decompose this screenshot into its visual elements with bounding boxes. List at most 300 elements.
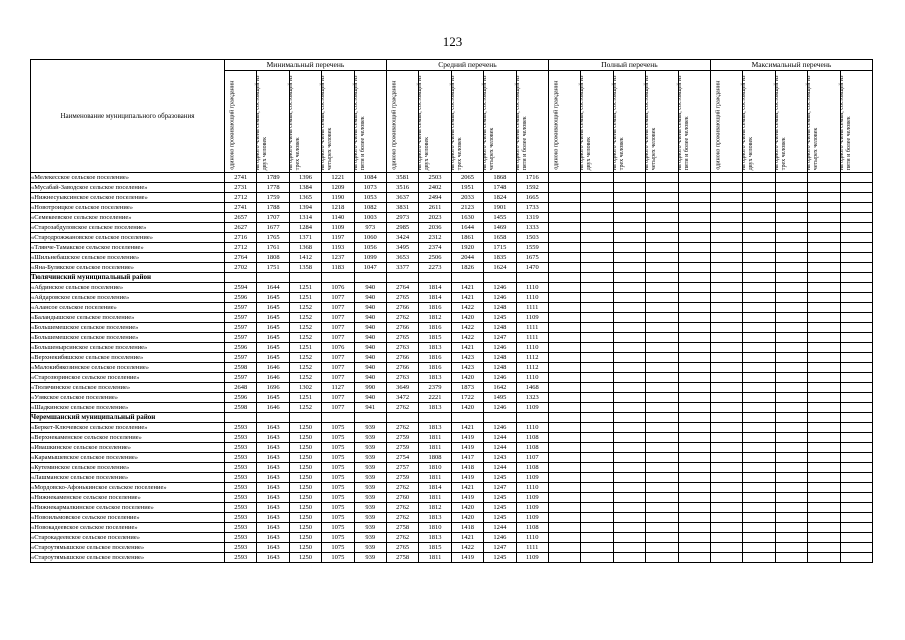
average-value-cell: 1808 <box>419 453 451 463</box>
empty-cell <box>808 243 840 253</box>
municipality-name: «Стародрожжановское сельское поселение» <box>31 233 225 243</box>
empty-cell <box>548 263 580 273</box>
empty-cell <box>840 453 872 463</box>
average-value-cell: 2757 <box>386 463 418 473</box>
minimal-value-cell: 939 <box>354 493 386 503</box>
minimal-value-cell: 2593 <box>225 423 257 433</box>
empty-cell <box>840 323 872 333</box>
subcolumn-header <box>775 71 807 173</box>
municipality-column-header: Наименование муниципального образования <box>31 60 225 173</box>
empty-cell <box>710 283 742 293</box>
average-value-cell: 1248 <box>484 303 516 313</box>
empty-cell <box>646 253 678 263</box>
empty-cell <box>808 323 840 333</box>
average-value-cell: 1419 <box>451 553 483 563</box>
subcolumn-header <box>289 71 321 173</box>
table-row <box>31 463 873 473</box>
table-row <box>31 503 873 513</box>
minimal-value-cell: 990 <box>354 383 386 393</box>
average-value-cell: 1110 <box>516 533 548 543</box>
average-value-cell: 1422 <box>451 543 483 553</box>
minimal-value-cell: 1075 <box>322 493 354 503</box>
minimal-value-cell: 939 <box>354 433 386 443</box>
empty-cell <box>613 213 645 223</box>
empty-cell <box>581 473 613 483</box>
empty-cell <box>646 473 678 483</box>
empty-cell <box>678 393 710 403</box>
average-value-cell: 1816 <box>419 353 451 363</box>
empty-cell <box>678 303 710 313</box>
subcolumn-header <box>805 71 840 173</box>
empty-cell <box>581 253 613 263</box>
minimal-value-cell: 2741 <box>225 173 257 183</box>
subcolumn-header <box>581 71 613 173</box>
empty-cell <box>840 183 872 193</box>
subcolumn-header-label: на одного члена семьи, состоящей из трех человек <box>449 75 463 170</box>
empty-cell <box>613 403 645 413</box>
empty-cell <box>613 343 645 353</box>
minimal-value-cell: 939 <box>354 473 386 483</box>
empty-cell <box>808 193 840 203</box>
empty-cell <box>613 433 645 443</box>
empty-cell <box>840 473 872 483</box>
empty-cell <box>257 413 289 423</box>
average-value-cell: 1244 <box>484 433 516 443</box>
average-value-cell: 1733 <box>516 203 548 213</box>
minimal-value-cell: 940 <box>354 333 386 343</box>
empty-cell <box>613 453 645 463</box>
average-value-cell: 2764 <box>386 283 418 293</box>
table-row <box>31 263 873 273</box>
empty-cell <box>710 333 742 343</box>
empty-cell <box>581 193 613 203</box>
minimal-value-cell: 1251 <box>289 293 321 303</box>
average-value-cell: 1245 <box>484 493 516 503</box>
empty-cell <box>710 323 742 333</box>
empty-cell <box>646 463 678 473</box>
average-value-cell: 1418 <box>451 463 483 473</box>
municipality-name: «Верхнекаменское сельское поселение» <box>31 433 225 443</box>
average-value-cell: 1109 <box>516 403 548 413</box>
empty-cell <box>710 343 742 353</box>
empty-cell <box>775 503 807 513</box>
empty-cell <box>613 273 645 283</box>
minimal-value-cell: 940 <box>354 313 386 323</box>
empty-cell <box>743 283 775 293</box>
subcolumn-header-label: одиноко проживающий гражданин <box>715 81 722 170</box>
average-value-cell: 1110 <box>516 423 548 433</box>
minimal-value-cell: 1060 <box>354 233 386 243</box>
municipality-name: «Абдинское сельское поселение» <box>31 283 225 293</box>
empty-cell <box>646 363 678 373</box>
average-value-cell: 1811 <box>419 443 451 453</box>
minimal-value-cell: 1250 <box>289 483 321 493</box>
table-row <box>31 223 873 233</box>
subcolumn-header <box>481 71 516 173</box>
empty-cell <box>808 213 840 223</box>
minimal-value-cell: 1003 <box>354 213 386 223</box>
minimal-value-cell: 940 <box>354 343 386 353</box>
empty-cell <box>646 353 678 363</box>
minimal-value-cell: 1808 <box>257 253 289 263</box>
empty-cell <box>775 183 807 193</box>
average-value-cell: 1111 <box>516 333 548 343</box>
empty-cell <box>840 303 872 313</box>
minimal-value-cell: 1077 <box>322 293 354 303</box>
municipality-name: «Большемешское сельское поселение» <box>31 333 225 343</box>
average-value-cell: 1901 <box>484 203 516 213</box>
empty-cell <box>775 523 807 533</box>
average-value-cell: 1675 <box>516 253 548 263</box>
empty-cell <box>646 383 678 393</box>
empty-cell <box>646 433 678 443</box>
minimal-value-cell: 1284 <box>289 223 321 233</box>
empty-cell <box>710 513 742 523</box>
average-value-cell: 1658 <box>484 233 516 243</box>
empty-cell <box>548 193 580 203</box>
empty-cell <box>840 243 872 253</box>
minimal-value-cell: 973 <box>354 223 386 233</box>
empty-cell <box>548 183 580 193</box>
minimal-value-cell: 1084 <box>354 173 386 183</box>
empty-cell <box>225 273 257 283</box>
average-value-cell: 1110 <box>516 483 548 493</box>
empty-cell <box>678 343 710 353</box>
empty-cell <box>548 443 580 453</box>
empty-cell <box>581 423 613 433</box>
table-row <box>31 513 873 523</box>
minimal-value-cell: 940 <box>354 323 386 333</box>
empty-cell <box>840 533 872 543</box>
average-value-cell: 1247 <box>484 543 516 553</box>
minimal-value-cell: 2594 <box>225 283 257 293</box>
minimal-value-cell: 1252 <box>289 403 321 413</box>
average-value-cell: 1248 <box>484 323 516 333</box>
group-header-average: Средний перечень <box>386 60 548 71</box>
empty-cell <box>808 553 840 563</box>
empty-cell <box>808 393 840 403</box>
empty-cell <box>613 253 645 263</box>
empty-cell <box>322 413 354 423</box>
empty-cell <box>646 183 678 193</box>
empty-cell <box>613 173 645 183</box>
minimal-value-cell: 1251 <box>289 283 321 293</box>
empty-cell <box>775 433 807 443</box>
empty-cell <box>516 273 548 283</box>
empty-cell <box>808 293 840 303</box>
minimal-value-cell: 2627 <box>225 223 257 233</box>
average-value-cell: 2766 <box>386 303 418 313</box>
empty-cell <box>613 443 645 453</box>
minimal-value-cell: 939 <box>354 523 386 533</box>
subsistence-minimum-table <box>30 59 873 563</box>
empty-cell <box>484 413 516 423</box>
municipality-name: «Тюлячинское сельское поселение» <box>31 383 225 393</box>
empty-cell <box>548 293 580 303</box>
average-value-cell: 1495 <box>484 393 516 403</box>
minimal-value-cell: 1643 <box>257 503 289 513</box>
subcolumn-header <box>319 71 354 173</box>
minimal-value-cell: 939 <box>354 503 386 513</box>
empty-cell <box>548 543 580 553</box>
minimal-value-cell: 2712 <box>225 243 257 253</box>
average-value-cell: 3637 <box>386 193 418 203</box>
minimal-value-cell: 2657 <box>225 213 257 223</box>
average-value-cell: 2503 <box>419 173 451 183</box>
empty-cell <box>743 493 775 503</box>
empty-cell <box>840 353 872 363</box>
empty-cell <box>386 273 418 283</box>
empty-cell <box>581 533 613 543</box>
empty-cell <box>646 343 678 353</box>
empty-cell <box>646 503 678 513</box>
minimal-value-cell: 2593 <box>225 553 257 563</box>
empty-cell <box>548 493 580 503</box>
municipality-name: «Малокибякозинское сельское поселение» <box>31 363 225 373</box>
empty-cell <box>743 203 775 213</box>
average-value-cell: 1112 <box>516 353 548 363</box>
table-row <box>31 393 873 403</box>
average-value-cell: 2033 <box>451 193 483 203</box>
empty-cell <box>743 383 775 393</box>
empty-cell <box>808 263 840 273</box>
minimal-value-cell: 2593 <box>225 453 257 463</box>
minimal-value-cell: 2593 <box>225 483 257 493</box>
empty-cell <box>646 213 678 223</box>
minimal-value-cell: 1197 <box>322 233 354 243</box>
empty-cell <box>743 503 775 513</box>
empty-cell <box>775 423 807 433</box>
average-value-cell: 1748 <box>484 183 516 193</box>
average-value-cell: 2766 <box>386 363 418 373</box>
minimal-value-cell: 1646 <box>257 373 289 383</box>
minimal-value-cell: 1075 <box>322 443 354 453</box>
municipality-name: «Старозюринское сельское поселение» <box>31 373 225 383</box>
average-value-cell: 1813 <box>419 403 451 413</box>
average-value-cell: 1810 <box>419 463 451 473</box>
empty-cell <box>581 263 613 273</box>
table-row <box>31 483 873 493</box>
empty-cell <box>646 203 678 213</box>
empty-cell <box>808 513 840 523</box>
average-value-cell: 1421 <box>451 483 483 493</box>
empty-cell <box>808 313 840 323</box>
minimal-value-cell: 2712 <box>225 193 257 203</box>
minimal-value-cell: 2597 <box>225 323 257 333</box>
empty-cell <box>710 193 742 203</box>
empty-cell <box>775 243 807 253</box>
average-value-cell: 1715 <box>484 243 516 253</box>
empty-cell <box>678 473 710 483</box>
average-value-cell: 1422 <box>451 323 483 333</box>
empty-cell <box>840 373 872 383</box>
average-value-cell: 1592 <box>516 183 548 193</box>
empty-cell <box>548 283 580 293</box>
minimal-value-cell: 2593 <box>225 433 257 443</box>
empty-cell <box>646 553 678 563</box>
minimal-value-cell: 1077 <box>322 393 354 403</box>
subcolumn-header-label: на одного члена семьи, состоящей из пяти и более человек <box>676 75 689 170</box>
empty-cell <box>710 553 742 563</box>
empty-cell <box>775 543 807 553</box>
empty-cell <box>840 383 872 393</box>
municipality-name: «Староутямышское сельское поселение» <box>31 543 225 553</box>
subcolumn-header <box>386 71 418 173</box>
empty-cell <box>710 263 742 273</box>
minimal-value-cell: 1075 <box>322 543 354 553</box>
average-value-cell: 1245 <box>484 553 516 563</box>
empty-cell <box>581 313 613 323</box>
empty-cell <box>548 503 580 513</box>
empty-cell <box>710 403 742 413</box>
empty-cell <box>808 543 840 553</box>
empty-cell <box>710 463 742 473</box>
average-value-cell: 2763 <box>386 343 418 353</box>
empty-cell <box>808 483 840 493</box>
empty-cell <box>840 253 872 263</box>
municipality-name: «Баландышское сельское поселение» <box>31 313 225 323</box>
empty-cell <box>678 173 710 183</box>
table-row <box>31 543 873 553</box>
minimal-value-cell: 2597 <box>225 333 257 343</box>
minimal-value-cell: 1365 <box>289 193 321 203</box>
average-value-cell: 1244 <box>484 463 516 473</box>
empty-cell <box>646 483 678 493</box>
empty-cell <box>840 433 872 443</box>
empty-cell <box>775 453 807 463</box>
minimal-value-cell: 2593 <box>225 473 257 483</box>
empty-cell <box>775 513 807 523</box>
municipality-name: «Старозабдуловское сельское поселение» <box>31 223 225 233</box>
empty-cell <box>775 413 807 423</box>
empty-cell <box>743 473 775 483</box>
average-value-cell: 1422 <box>451 333 483 343</box>
empty-cell <box>743 453 775 463</box>
municipality-name: «Шадкинское сельское поселение» <box>31 403 225 413</box>
minimal-value-cell: 1358 <box>289 263 321 273</box>
empty-cell <box>548 303 580 313</box>
empty-cell <box>678 273 710 283</box>
empty-cell <box>646 323 678 333</box>
table-row <box>31 193 873 203</box>
minimal-value-cell: 1643 <box>257 473 289 483</box>
minimal-value-cell: 941 <box>354 403 386 413</box>
empty-cell <box>808 523 840 533</box>
subcolumn-header-label: на одного члена семьи, состоящей из пяти и более человек <box>838 75 851 170</box>
minimal-value-cell: 2597 <box>225 353 257 363</box>
empty-cell <box>646 243 678 253</box>
minimal-value-cell: 1056 <box>354 243 386 253</box>
minimal-value-cell: 940 <box>354 293 386 303</box>
empty-cell <box>743 293 775 303</box>
empty-cell <box>678 553 710 563</box>
empty-cell <box>613 483 645 493</box>
empty-cell <box>775 213 807 223</box>
empty-cell <box>581 303 613 313</box>
average-value-cell: 1423 <box>451 353 483 363</box>
average-value-cell: 1109 <box>516 493 548 503</box>
minimal-value-cell: 939 <box>354 453 386 463</box>
average-value-cell: 2765 <box>386 543 418 553</box>
average-value-cell: 3581 <box>386 173 418 183</box>
average-value-cell: 1110 <box>516 343 548 353</box>
minimal-value-cell: 1075 <box>322 483 354 493</box>
average-value-cell: 1811 <box>419 433 451 443</box>
empty-cell <box>808 343 840 353</box>
empty-cell <box>581 453 613 463</box>
average-value-cell: 1108 <box>516 433 548 443</box>
empty-cell <box>808 273 840 283</box>
average-value-cell: 1835 <box>484 253 516 263</box>
average-value-cell: 1108 <box>516 463 548 473</box>
average-value-cell: 1813 <box>419 343 451 353</box>
minimal-value-cell: 1677 <box>257 223 289 233</box>
empty-cell <box>646 173 678 183</box>
empty-cell <box>581 373 613 383</box>
minimal-value-cell: 2596 <box>225 343 257 353</box>
municipality-name: «Беркет-Ключевское сельское поселение» <box>31 423 225 433</box>
minimal-value-cell: 1778 <box>257 183 289 193</box>
empty-cell <box>548 323 580 333</box>
average-value-cell: 1419 <box>451 443 483 453</box>
empty-cell <box>775 203 807 213</box>
empty-cell <box>775 403 807 413</box>
average-value-cell: 1420 <box>451 403 483 413</box>
empty-cell <box>743 523 775 533</box>
empty-cell <box>581 393 613 403</box>
average-value-cell: 2973 <box>386 213 418 223</box>
average-value-cell: 1419 <box>451 473 483 483</box>
empty-cell <box>808 223 840 233</box>
table-row <box>31 253 873 263</box>
empty-cell <box>548 453 580 463</box>
subcolumn-header-label: на одного члена семьи, состоящей из трех человек <box>287 75 301 170</box>
minimal-value-cell: 1250 <box>289 493 321 503</box>
minimal-value-cell: 2593 <box>225 503 257 513</box>
empty-cell <box>743 313 775 323</box>
empty-cell <box>613 543 645 553</box>
empty-cell <box>581 353 613 363</box>
municipality-name: «Яна-Булякское сельское поселение» <box>31 263 225 273</box>
average-value-cell: 1810 <box>419 523 451 533</box>
empty-cell <box>775 333 807 343</box>
empty-cell <box>743 543 775 553</box>
subcolumn-header <box>643 71 678 173</box>
average-value-cell: 1813 <box>419 373 451 383</box>
minimal-value-cell: 1252 <box>289 303 321 313</box>
empty-cell <box>710 353 742 363</box>
average-value-cell: 1630 <box>451 213 483 223</box>
minimal-value-cell: 2593 <box>225 523 257 533</box>
empty-cell <box>646 453 678 463</box>
empty-cell <box>840 423 872 433</box>
average-value-cell: 1811 <box>419 493 451 503</box>
average-value-cell: 2065 <box>451 173 483 183</box>
empty-cell <box>613 353 645 363</box>
empty-cell <box>548 243 580 253</box>
minimal-value-cell: 1368 <box>289 243 321 253</box>
empty-cell <box>548 553 580 563</box>
minimal-value-cell: 1250 <box>289 473 321 483</box>
empty-cell <box>775 373 807 383</box>
minimal-value-cell: 2593 <box>225 443 257 453</box>
empty-cell <box>840 393 872 403</box>
minimal-value-cell: 2598 <box>225 403 257 413</box>
minimal-value-cell: 1077 <box>322 303 354 313</box>
empty-cell <box>678 483 710 493</box>
empty-cell <box>613 393 645 403</box>
empty-cell <box>743 303 775 313</box>
